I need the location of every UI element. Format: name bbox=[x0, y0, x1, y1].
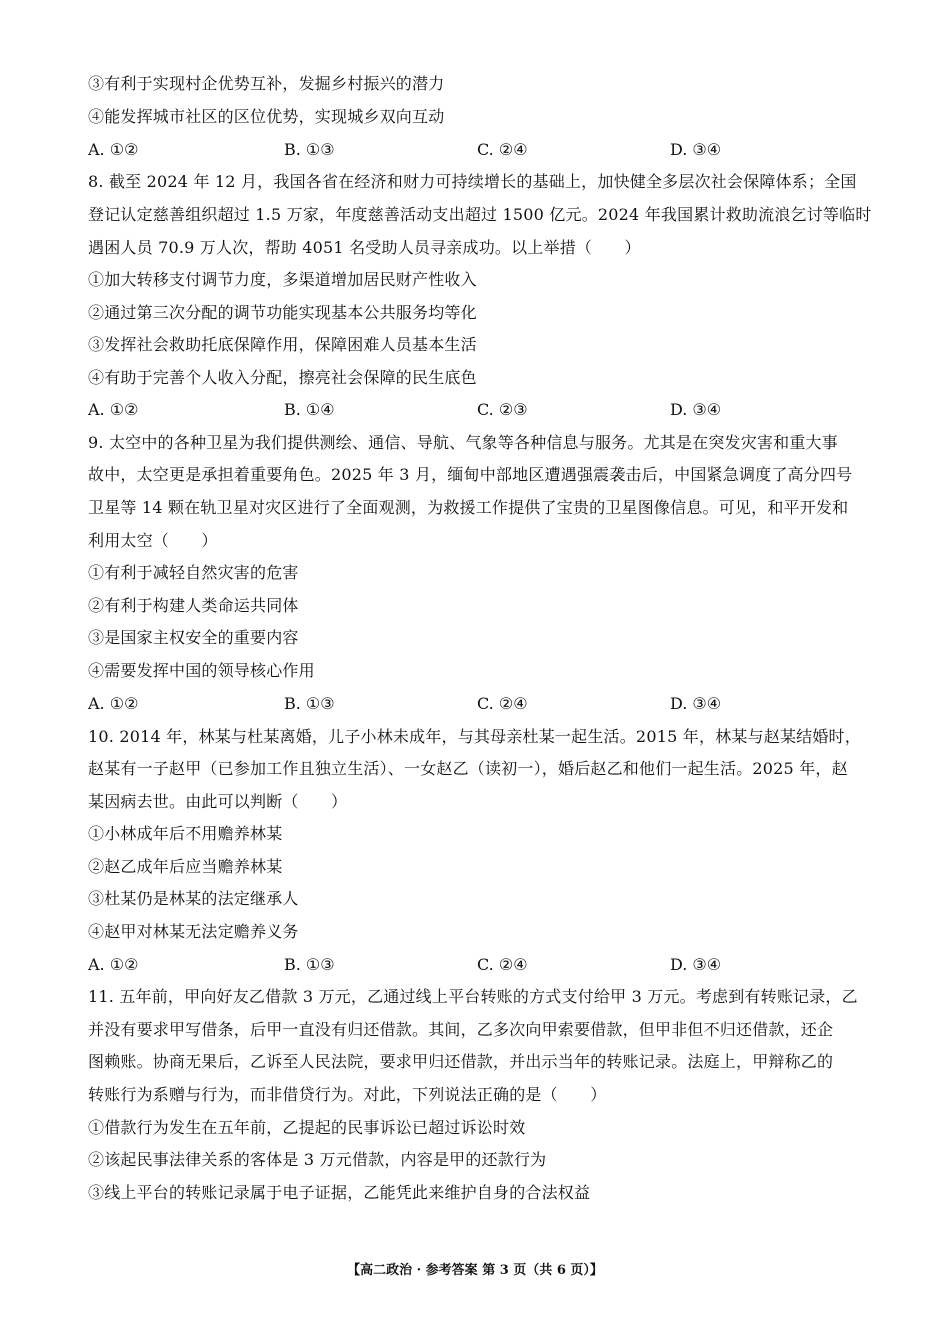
q9-statement-1: ①有利于减轻自然灾害的危害 bbox=[88, 563, 299, 582]
q7-statement-3: ③有利于实现村企优势互补，发掘乡村振兴的潜力 bbox=[88, 74, 445, 93]
q10-stem-line-1: 10. 2014 年，林某与杜某离婚，儿子小林未成年，与其母亲杜某一起生活。2015 年，林某与赵某结婚时， bbox=[88, 727, 861, 746]
q10-stem-line-2: 赵某有一子赵甲（已参加工作且独立生活）、一女赵乙（读初一），婚后赵乙和他们一起生活。2025 年，赵 bbox=[88, 759, 848, 778]
q7-option-d: D. ③④ bbox=[670, 140, 722, 159]
q10-statement-4: ④赵甲对林某无法定赡养义务 bbox=[88, 922, 299, 941]
q9-option-b: B. ①③ bbox=[284, 694, 335, 713]
q9-option-c: C. ②④ bbox=[477, 694, 528, 713]
q8-options bbox=[88, 400, 878, 420]
q9-stem-line-4: 利用太空（ ） bbox=[88, 531, 218, 550]
q11-stem-line-1: 11. 五年前，甲向好友乙借款 3 万元，乙通过线上平台转账的方式支付给甲 3 万元。考虑到有转账记录，乙 bbox=[88, 987, 858, 1006]
q8-statement-3: ③发挥社会救助托底保障作用，保障困难人员基本生活 bbox=[88, 335, 477, 354]
q7-option-a: A. ①② bbox=[88, 140, 139, 159]
q10-options bbox=[88, 955, 878, 975]
q8-option-d: D. ③④ bbox=[670, 400, 722, 419]
q8-statement-2: ②通过第三次分配的调节功能实现基本公共服务均等化 bbox=[88, 303, 477, 322]
q9-stem-line-2: 故中，太空更是承担着重要角色。2025 年 3 月，缅甸中部地区遭遇强震袭击后，中国紧急调度了高分四号 bbox=[88, 465, 853, 484]
q9-statement-4: ④需要发挥中国的领导核心作用 bbox=[88, 661, 315, 680]
q10-option-d: D. ③④ bbox=[670, 955, 722, 974]
q10-option-b: B. ①③ bbox=[284, 955, 335, 974]
q7-option-c: C. ②④ bbox=[477, 140, 528, 159]
q11-statement-1: ①借款行为发生在五年前，乙提起的民事诉讼已超过诉讼时效 bbox=[88, 1118, 526, 1137]
q10-option-a: A. ①② bbox=[88, 955, 139, 974]
q10-stem-line-3: 某因病去世。由此可以判断（ ） bbox=[88, 792, 348, 811]
q7-option-b: B. ①③ bbox=[284, 140, 335, 159]
q8-statement-4: ④有助于完善个人收入分配，擦亮社会保障的民生底色 bbox=[88, 368, 477, 387]
q10-option-c: C. ②④ bbox=[477, 955, 528, 974]
q9-statement-2: ②有利于构建人类命运共同体 bbox=[88, 596, 299, 615]
q9-options bbox=[88, 694, 878, 714]
q10-statement-1: ①小林成年后不用赡养林某 bbox=[88, 824, 283, 843]
q7-options bbox=[88, 140, 878, 160]
q9-stem-line-1: 9. 太空中的各种卫星为我们提供测绘、通信、导航、气象等各种信息与服务。尤其是在突发灾害和重大事 bbox=[88, 433, 838, 452]
q11-stem-line-3: 图赖账。协商无果后，乙诉至人民法院，要求甲归还借款，并出示当年的转账记录。法庭上，甲辩称乙的 bbox=[88, 1052, 834, 1071]
q8-stem-line-2: 登记认定慈善组织超过 1.5 万家，年度慈善活动支出超过 1500 亿元。2024 年我国累计救助流浪乞讨等临时 bbox=[88, 205, 872, 224]
q8-statement-1: ①加大转移支付调节力度，多渠道增加居民财产性收入 bbox=[88, 270, 477, 289]
q7-statement-4: ④能发挥城市社区的区位优势，实现城乡双向互动 bbox=[88, 107, 445, 126]
q11-statement-3: ③线上平台的转账记录属于电子证据，乙能凭此来维护自身的合法权益 bbox=[88, 1183, 591, 1202]
q8-stem-line-1: 8. 截至 2024 年 12 月，我国各省在经济和财力可持续增长的基础上，加快健全多层次社会保障体系；全国 bbox=[88, 172, 857, 191]
q8-option-a: A. ①② bbox=[88, 400, 139, 419]
q8-option-c: C. ②③ bbox=[477, 400, 528, 419]
page-footer: 【高二政治 · 参考答案 第 3 页（共 6 页）】 bbox=[347, 1263, 603, 1278]
q11-statement-2: ②该起民事法律关系的客体是 3 万元借款，内容是甲的还款行为 bbox=[88, 1150, 547, 1169]
q11-stem-line-2: 并没有要求甲写借条，后甲一直没有归还借款。其间，乙多次向甲索要借款，但甲非但不归还借款，还企 bbox=[88, 1020, 834, 1039]
q8-stem-line-3: 遇困人员 70.9 万人次，帮助 4051 名受助人员寻亲成功。以上举措（ ） bbox=[88, 238, 641, 257]
q9-option-a: A. ①② bbox=[88, 694, 139, 713]
q10-statement-2: ②赵乙成年后应当赡养林某 bbox=[88, 857, 283, 876]
q10-statement-3: ③杜某仍是林某的法定继承人 bbox=[88, 889, 299, 908]
q8-option-b: B. ①④ bbox=[284, 400, 335, 419]
q9-option-d: D. ③④ bbox=[670, 694, 722, 713]
q9-stem-line-3: 卫星等 14 颗在轨卫星对灾区进行了全面观测，为救援工作提供了宝贵的卫星图像信息。可见，和平开发和 bbox=[88, 498, 849, 517]
q11-stem-line-4: 转账行为系赠与行为，而非借贷行为。对此，下列说法正确的是（ ） bbox=[88, 1085, 607, 1104]
q9-statement-3: ③是国家主权安全的重要内容 bbox=[88, 628, 299, 647]
